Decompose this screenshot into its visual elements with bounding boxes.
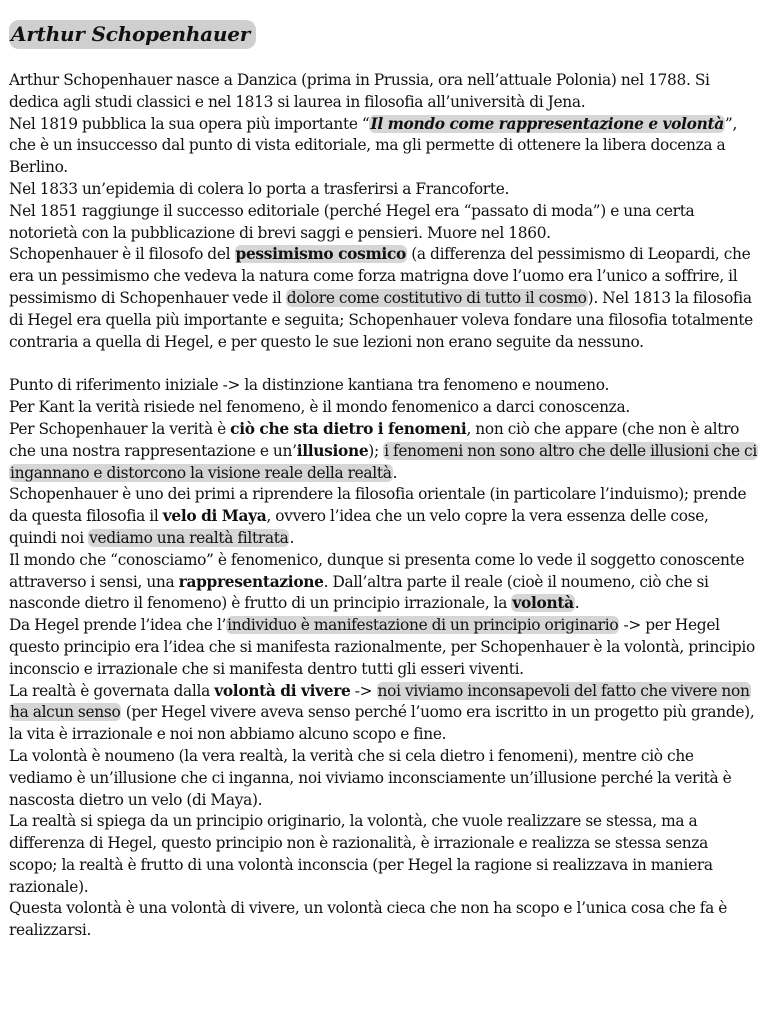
text-span: Questa volontà è una volontà di vivere, un volontà cieca che non ha scopo e l’unica cosa che fa è realizzarsi. [9,899,728,940]
paragraph [9,550,759,615]
highlight: individuo è manifestazione di un principio originario [227,616,619,635]
paragraph [9,746,759,811]
page-title: Arthur Schopenhauer [9,20,256,49]
text-span: ”, che è un insuccesso dal punto di vista editoriale, ma gli permette di ottenere la libera docenza a Berlino. [9,114,738,177]
text-span: (per Hegel vivere aveva senso perché l’uomo era iscritto in un progetto più grande), la vita è irrazionale e noi non abbiamo alcuno scopo e fine. [9,703,755,744]
bold-term: ciò che sta dietro i fenomeni [230,419,467,438]
text-span: Schopenhauer è uno dei primi a riprendere la filosofia orientale (in particolare l’induismo); prende da questa filosofia il [9,485,747,526]
text-span: Nel 1833 un’epidemia di colera lo porta a trasferirsi a Francoforte. [9,179,510,198]
text-span: ); [368,441,384,460]
text-span: Nel 1819 pubblica la sua opera più importante “ [9,114,370,133]
text-span: , ovvero l’idea che un velo copre la vera essenza delle cose, quindi noi [9,507,709,547]
bold-term: volontà di vivere [214,681,351,700]
paragraph [9,681,759,746]
text-span: Per Schopenhauer la verità è [9,419,231,438]
paragraph [9,811,759,898]
paragraph [9,615,759,680]
paragraph [9,419,759,484]
text-span: Punto di riferimento iniziale -> la distinzione kantiana tra fenomeno e noumeno. [9,376,610,395]
paragraph [9,70,759,114]
text-span: Il mondo che “conosciamo” è fenomenico, dunque si presenta come lo vede il soggetto conoscente attraverso i sensi, una [9,550,745,591]
text-span: La realtà è governata dalla [9,681,215,700]
text-span: ). Nel 1813 la filosofia di Hegel era quella più importante e seguita; Schopenhauer voleva fondare una filosofia totalmente contraria a quella di Hegel, e per questo le sue lezioni non erano seguite da nessuno. [9,288,753,351]
highlight: dolore come costitutivo di tutto il cosmo [286,288,587,307]
highlight: i fenomeni non sono altro che delle illusioni che ci ingannano e distorcono la visione reale della realtà [10,441,757,482]
text-span: Arthur Schopenhauer nasce a Danzica (prima in Prussia, ora nell’attuale Polonia) nel 1788. Si dedica agli studi classici e nel 1813 si laurea in filosofia all’università di Jena. [9,71,710,111]
document-body [9,70,759,942]
work-title-highlight: Il mondo come rappresentazione e volontà [370,114,724,133]
paragraph [9,375,759,397]
text-span: Per Kant la verità risiede nel fenomeno, è il mondo fenomenico a darci conoscenza. [9,398,630,417]
text-span: . [392,463,398,482]
text-span: La volontà è noumeno (la vera realtà, la verità che si cela dietro i fenomeni), mentre ciò che vediamo è un’illusione che ci inganna, noi viviamo inconsciamente un’illusione perché la verità è nascosta dietro un velo (di Maya). [9,746,732,809]
text-span: , non ciò che appare (che non è altro che una nostra rappresentazione e un’ [9,419,740,460]
paragraph [9,898,759,942]
text-span: . [574,594,580,613]
highlight-bold: volontà [512,594,574,613]
highlight: vediamo una realtà filtrata [89,528,289,547]
text-span: La realtà si spiega da un principio originario, la volontà, che vuole realizzare se stessa, ma a differenza di Hegel, questo principio non è razionalità, è irrazionale e realizza se stessa senza scopo; la realtà è frutto di una volontà inconscia (per Hegel la ragione si realizzava in maniera razionale). [9,812,713,896]
paragraph-gap [9,353,759,375]
paragraph [9,201,759,245]
paragraph [9,114,759,179]
bold-term: velo di Maya [162,507,267,526]
text-span: Schopenhauer è il filosofo del [9,245,235,264]
paragraph [9,397,759,419]
paragraph [9,484,759,549]
text-span: -> per Hegel questo principio era l’idea che si manifesta razionalmente, per Schopenhauer è la volontà, principio inconscio e irrazionale che si manifesta dentro tutti gli esseri viventi. [9,616,755,678]
paragraph [9,244,759,353]
bold-term: rappresentazione [178,572,324,591]
text-span: . Dall’altra parte il reale (cioè il noumeno, ciò che si nasconde dietro il fenomeno) è frutto di un principio irrazionale, la [9,572,709,613]
highlight-bold: pessimismo cosmico [235,245,406,264]
highlight: noi viviamo inconsapevoli del fatto che vivere non ha alcun senso [10,681,750,722]
paragraph [9,179,759,201]
text-span: Da Hegel prende l’idea che l’ [9,616,227,635]
text-span: Nel 1851 raggiunge il successo editoriale (perché Hegel era “passato di moda”) e una certa notorietà con la pubblicazione di brevi saggi e pensieri. Muore nel 1860. [9,201,695,242]
bold-term: illusione [296,441,369,460]
text-span: -> [350,681,377,700]
text-span: . [289,528,295,547]
text-span: (a differenza del pessimismo di Leopardi, che era un pessimismo che vedeva la natura come forza matrigna dove l’uomo era l’unico a soffrire, il pessimismo di Schopenhauer vede il [9,245,751,307]
